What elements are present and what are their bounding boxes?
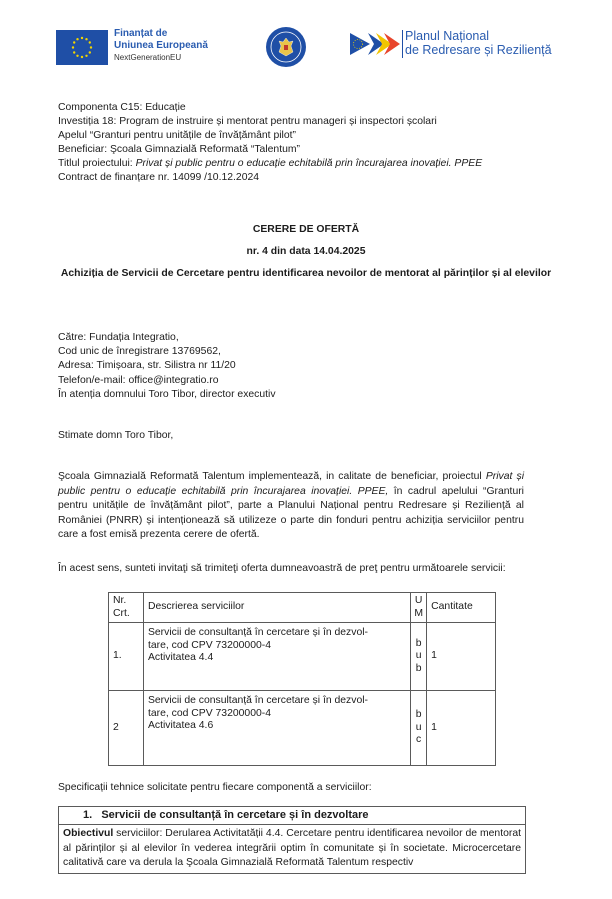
project-title-line xyxy=(58,157,482,171)
row-desc-line: tare, cod CPV 73200000-4 xyxy=(147,707,271,719)
table-header-row xyxy=(109,593,496,623)
project-meta xyxy=(58,101,482,185)
para-project-name: Privat și public pentru o educație echitabilă prin încurajarea inovației. PPEE, xyxy=(58,471,524,497)
component-line: Componenta C15: Educație xyxy=(58,102,186,113)
specs-body xyxy=(59,825,525,873)
um-char: b xyxy=(415,637,422,649)
row-desc xyxy=(143,691,410,766)
row-desc-line: Activitatea 4.6 xyxy=(147,720,214,731)
header-nr-label: Nr. Crt. xyxy=(113,595,130,619)
specs-intro: Specificații tehnice solicitate pentru fiecare componentă a serviciilor: xyxy=(58,782,372,793)
recipient-address: Adresa: Timișoara, str. Silistra nr 11/20 xyxy=(58,360,236,372)
row-qty: 1 xyxy=(427,623,496,691)
um-char: u xyxy=(415,721,422,733)
pnrr-arrows-icon xyxy=(350,33,400,55)
header-desc: Descrierea serviciilor xyxy=(143,593,410,623)
beneficiary-line: Beneficiar: Şcoala Gimnazială Reformată “Talentum” xyxy=(58,144,300,155)
recipient-attention: În atenția domnului Toro Tibor, director executiv xyxy=(58,388,276,400)
pnrr-divider xyxy=(402,30,403,58)
header-um-label: U M xyxy=(414,595,423,619)
pnrr-logo-line2: de Redresare și Reziliență xyxy=(405,43,552,57)
specs-box xyxy=(58,806,526,874)
um-char: b xyxy=(415,709,422,721)
um-char: c xyxy=(416,734,422,746)
um-char: u xyxy=(415,650,422,662)
eu-logo-line2: Uniunea Europeană xyxy=(114,40,208,51)
row-nr: 2 xyxy=(109,691,144,766)
header-nr xyxy=(109,593,144,623)
recipient-contact: Telefon/e-mail: office@integratio.ro xyxy=(58,374,219,386)
document-title: CERERE DE OFERTĂ xyxy=(252,224,360,235)
para-text-2: în cadrul apelului “Granturi pentru unitățile de învățământ pilot”, parte a Planului Național pentru Redresare și Reziliență al României (PNRR) și intenționează să utilizeze o parte din fonduri pentru achiziția serviciilor pentru care a fost emisă prezenta cerere de ofertă. xyxy=(58,485,524,541)
eu-funding-logo-text xyxy=(114,28,208,63)
contract-line: Contract de finanțare nr. 14099 /10.12.2024 xyxy=(58,172,260,183)
project-title-label: Titlul proiectului: xyxy=(58,158,136,169)
pnrr-logo-line1: Planul Național xyxy=(405,29,490,43)
row-desc-line: tare, cod CPV 73200000-4 xyxy=(147,639,271,651)
call-line: Apelul “Granturi pentru unitățile de învățământ pilot” xyxy=(58,130,296,141)
salutation: Stimate domn Toro Tibor, xyxy=(58,430,174,441)
pnrr-logo-text xyxy=(405,29,552,57)
investment-line: Investiția 18: Program de instruire și mentorat pentru manageri și inspectori școlari xyxy=(58,116,437,127)
um-char: b xyxy=(415,662,422,674)
header-um xyxy=(411,593,427,623)
para-text-1: Şcoala Gimnazială Reformată Talentum implementează, in calitate de beneficiar, proiectul xyxy=(58,471,486,482)
specs-body-text: serviciilor: Derularea Activitatății 4.4. Cercetare pentru identificarea nevoilor de mentorat al părinților și al elevilor în vederea integrării optim în comunitate și în societate. Microcercetare calitativă care va derula la Şcoala Gimnazială Reformată Talentum respectiv xyxy=(63,828,521,868)
row-nr: 1. xyxy=(109,623,144,691)
document-number: nr. 4 din data 14.04.2025 xyxy=(246,246,366,257)
row-desc-line: Servicii de consultanță în cercetare și în dezvol- xyxy=(147,627,368,638)
project-title: Privat și public pentru o educație echitabilă prin încurajarea inovației. PPEE xyxy=(135,158,483,169)
recipient-cui: Cod unic de înregistrare 13769562, xyxy=(58,346,221,358)
invite-line: În acest sens, sunteti invitaţi să trimiteţi oferta dumneavoastră de preţ pentru următoarele servicii: xyxy=(58,563,506,574)
row-desc-line: Activitatea 4.4 xyxy=(147,652,214,663)
row-um xyxy=(411,623,427,691)
recipient-to: Către: Fundația Integratio, xyxy=(58,332,179,343)
specs-section-title: 1. Servicii de consultanță în cercetare și în dezvoltare xyxy=(59,807,525,825)
intro-paragraph xyxy=(58,470,524,543)
row-desc-line: Servicii de consultanță în cercetare și în dezvol- xyxy=(147,695,368,706)
table-row xyxy=(109,623,496,691)
row-desc xyxy=(143,623,410,691)
header-qty: Cantitate xyxy=(427,593,496,623)
recipient-block xyxy=(58,331,276,402)
services-table xyxy=(108,592,496,766)
table-row xyxy=(109,691,496,766)
specs-body-bold: Obiectivul xyxy=(63,828,114,839)
eu-logo-line3: NextGenerationEU xyxy=(114,53,182,62)
row-um xyxy=(411,691,427,766)
document-subject: Achiziția de Servicii de Cercetare pentru identificarea nevoilor de mentorat al părinților și al elevilor xyxy=(60,268,552,279)
eu-logo-line1: Finanțat de xyxy=(114,28,168,39)
romanian-government-seal-icon xyxy=(266,27,306,67)
eu-flag-icon xyxy=(56,30,108,65)
row-qty: 1 xyxy=(427,691,496,766)
